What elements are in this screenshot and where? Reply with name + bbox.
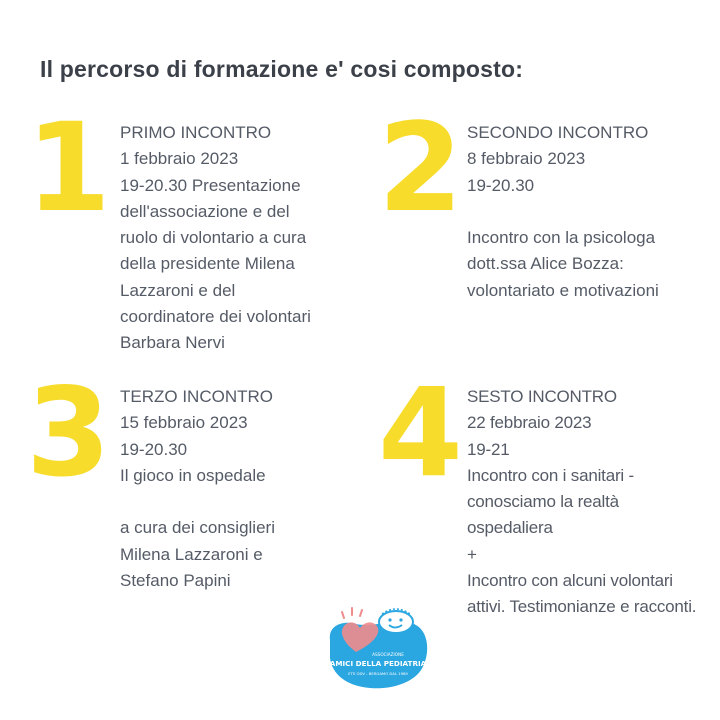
rays-icon xyxy=(342,608,362,618)
meeting-3-line: 19-20.30 xyxy=(120,439,188,459)
meeting-4-line: + xyxy=(467,544,477,564)
meeting-number-2: 2 xyxy=(378,97,463,239)
meeting-1-line: ruolo di volontario a cura xyxy=(120,228,307,248)
meeting-number-3: 3 xyxy=(26,362,111,504)
meeting-1-line: della presidente Milena xyxy=(120,254,295,274)
meeting-2-line: Incontro con la psicologa xyxy=(467,228,656,248)
meeting-4-line: conosciamo la realtà xyxy=(467,492,619,512)
meeting-2-line: dott.ssa Alice Bozza: xyxy=(467,254,624,274)
meeting-1-date: 1 febbraio 2023 xyxy=(120,149,239,169)
meeting-4-line: ospedaliera xyxy=(467,518,553,538)
logo-small-text: ASSOCIAZIONE xyxy=(372,652,404,657)
meeting-2-line: 19-20.30 xyxy=(467,175,535,195)
meeting-4-line: attivi. Testimonianze e racconti. xyxy=(467,597,697,617)
meeting-4-line: 19-21 xyxy=(467,439,510,459)
meeting-3-line: Stefano Papini xyxy=(120,571,231,591)
meeting-3-line: Il gioco in ospedale xyxy=(120,465,266,485)
logo-name: AMICI DELLA PEDIATRIA xyxy=(329,659,427,668)
meeting-4-line: Incontro con alcuni volontari xyxy=(467,571,673,591)
meeting-number-1: 1 xyxy=(26,97,111,239)
meeting-1-line: Lazzaroni e del xyxy=(120,280,236,300)
association-logo xyxy=(322,600,432,692)
meeting-3-line xyxy=(120,489,275,515)
meeting-3-heading: TERZO INCONTRO xyxy=(120,387,273,406)
meeting-2-line xyxy=(467,199,659,225)
page-title: Il percorso di formazione e' cosi composto: xyxy=(40,56,524,82)
meeting-1-text xyxy=(120,120,311,357)
meeting-4-date: 22 febbraio 2023 xyxy=(467,413,592,433)
meeting-3-date: 15 febbraio 2023 xyxy=(120,413,248,433)
meeting-number-4: 4 xyxy=(378,362,463,504)
logo-subtitle: ETS ODV - BERGAMO DAL 1989 xyxy=(348,671,408,676)
meeting-2-date: 8 febbraio 2023 xyxy=(467,149,586,169)
meeting-3-line: a cura dei consiglieri xyxy=(120,518,275,538)
meeting-2-heading: SECONDO INCONTRO xyxy=(467,123,649,142)
smile-face-icon xyxy=(379,609,413,633)
meeting-1-line: coordinatore dei volontari xyxy=(120,307,311,327)
meeting-4-heading: SESTO INCONTRO xyxy=(467,387,617,406)
meeting-1-line: 19-20.30 Presentazione xyxy=(120,175,301,195)
meeting-2-text xyxy=(467,120,659,304)
meeting-2-line: volontariato e motivazioni xyxy=(467,280,659,300)
meeting-4-line: Incontro con i sanitari - xyxy=(467,465,634,485)
meeting-3-text xyxy=(120,384,275,594)
meeting-1-line: dell'associazione e del xyxy=(120,201,290,221)
meeting-1-line: Barbara Nervi xyxy=(120,333,225,353)
meeting-1-heading: PRIMO INCONTRO xyxy=(120,123,272,142)
meeting-3-line: Milena Lazzaroni e xyxy=(120,544,263,564)
meeting-4-text xyxy=(467,384,696,621)
